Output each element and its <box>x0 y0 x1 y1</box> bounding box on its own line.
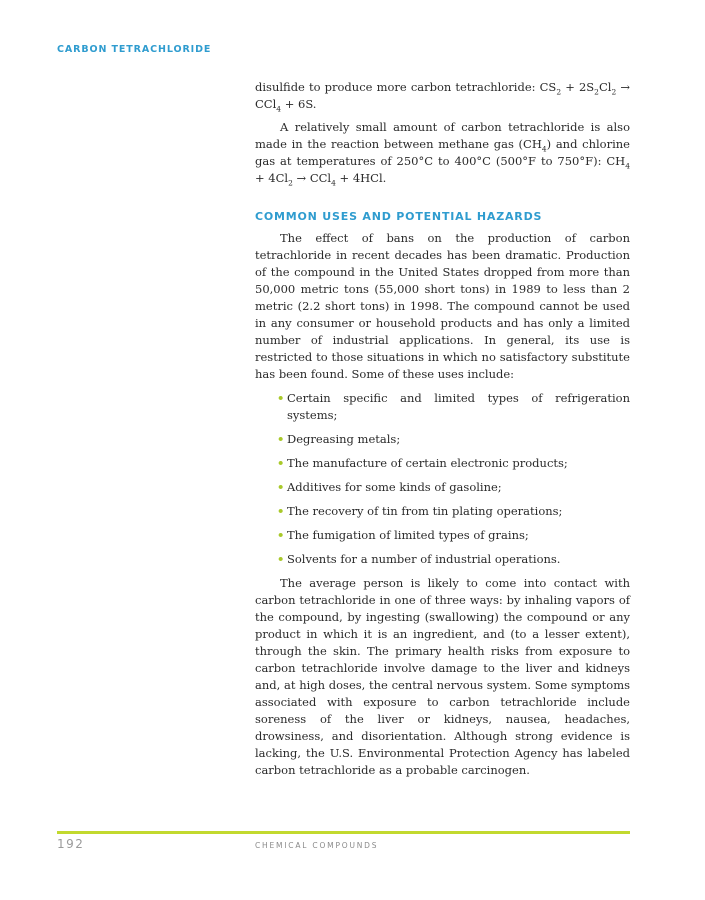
bullet-icon: • <box>277 528 285 542</box>
list-item: • Solvents for a number of industrial operations. <box>277 552 561 566</box>
footer-rule <box>57 831 630 834</box>
intro-paragraph-2: A relatively small amount of carbon tetrachloride is also made in the reaction between methane gas $(CH_4)$ and chlorine gas at temperatures of 250°C to 400°C (500°F to 750°F): $CH_4 + 4Cl_2 \to CCl_4 + 4HCl$. <box>255 120 630 188</box>
running-head: CARBON TETRACHLORIDE <box>57 44 212 55</box>
list-item: • Additives for some kinds of gasoline; <box>277 480 502 494</box>
page-number: 192 <box>57 837 85 851</box>
bullet-icon: • <box>277 504 285 518</box>
list-item: • The fumigation of limited types of grains; <box>277 528 529 542</box>
bullet-icon: • <box>277 432 285 446</box>
book-title: CHEMICAL COMPOUNDS <box>255 841 379 850</box>
list-item: • Degreasing metals; <box>277 432 401 446</box>
bullet-icon: • <box>277 391 285 405</box>
section-heading: COMMON USES AND POTENTIAL HAZARDS <box>255 210 543 223</box>
list-item: • The recovery of tin from tin plating operations; <box>277 504 563 518</box>
body-paragraph-1: The effect of bans on the production of carbon tetrachloride in recent decades has been dramatic. Production of the compound in the United States dropped from more than 50,000 metric tons (55,000 short tons) in 1989 to less than 2 metric (2.2 short tons) in 1998. The compound cannot be used in any consumer or household products and has only a limited number of industrial applications. In general, its use is restricted to those situations in which no satisfactory substitute has been found. Some of these uses include: <box>255 231 630 381</box>
bullet-icon: • <box>277 552 285 566</box>
list-item: • The manufacture of certain electronic products; <box>277 456 568 470</box>
intro-paragraph-1: disulfide to produce more carbon tetrachloride: $CS_2 + 2S_2Cl_2 \to CCl_4 + 6S$. <box>255 80 630 114</box>
main-column <box>255 79 630 779</box>
uses-list <box>255 390 630 568</box>
bullet-icon: • <box>277 480 285 494</box>
body-paragraph-2: The average person is likely to come into contact with carbon tetrachloride in one of three ways: by inhaling vapors of the compound, by ingesting (swallowing) the compound or any product in which it is an ingredient, and (to a lesser extent), through the skin. The primary health risks from exposure to carbon tetrachloride involve damage to the liver and kidneys and, at high doses, the central nervous system. Some symptoms associated with exposure to carbon tetrachloride include soreness of the liver or kidneys, nausea, headaches, drowsiness, and disorientation. Although strong evidence is lacking, the U.S. Environmental Protection Agency has labeled carbon tetrachloride as a probable carcinogen. <box>255 576 630 777</box>
bullet-icon: • <box>277 456 285 470</box>
list-item: • Certain specific and limited types of refrigeration systems; <box>277 391 630 422</box>
